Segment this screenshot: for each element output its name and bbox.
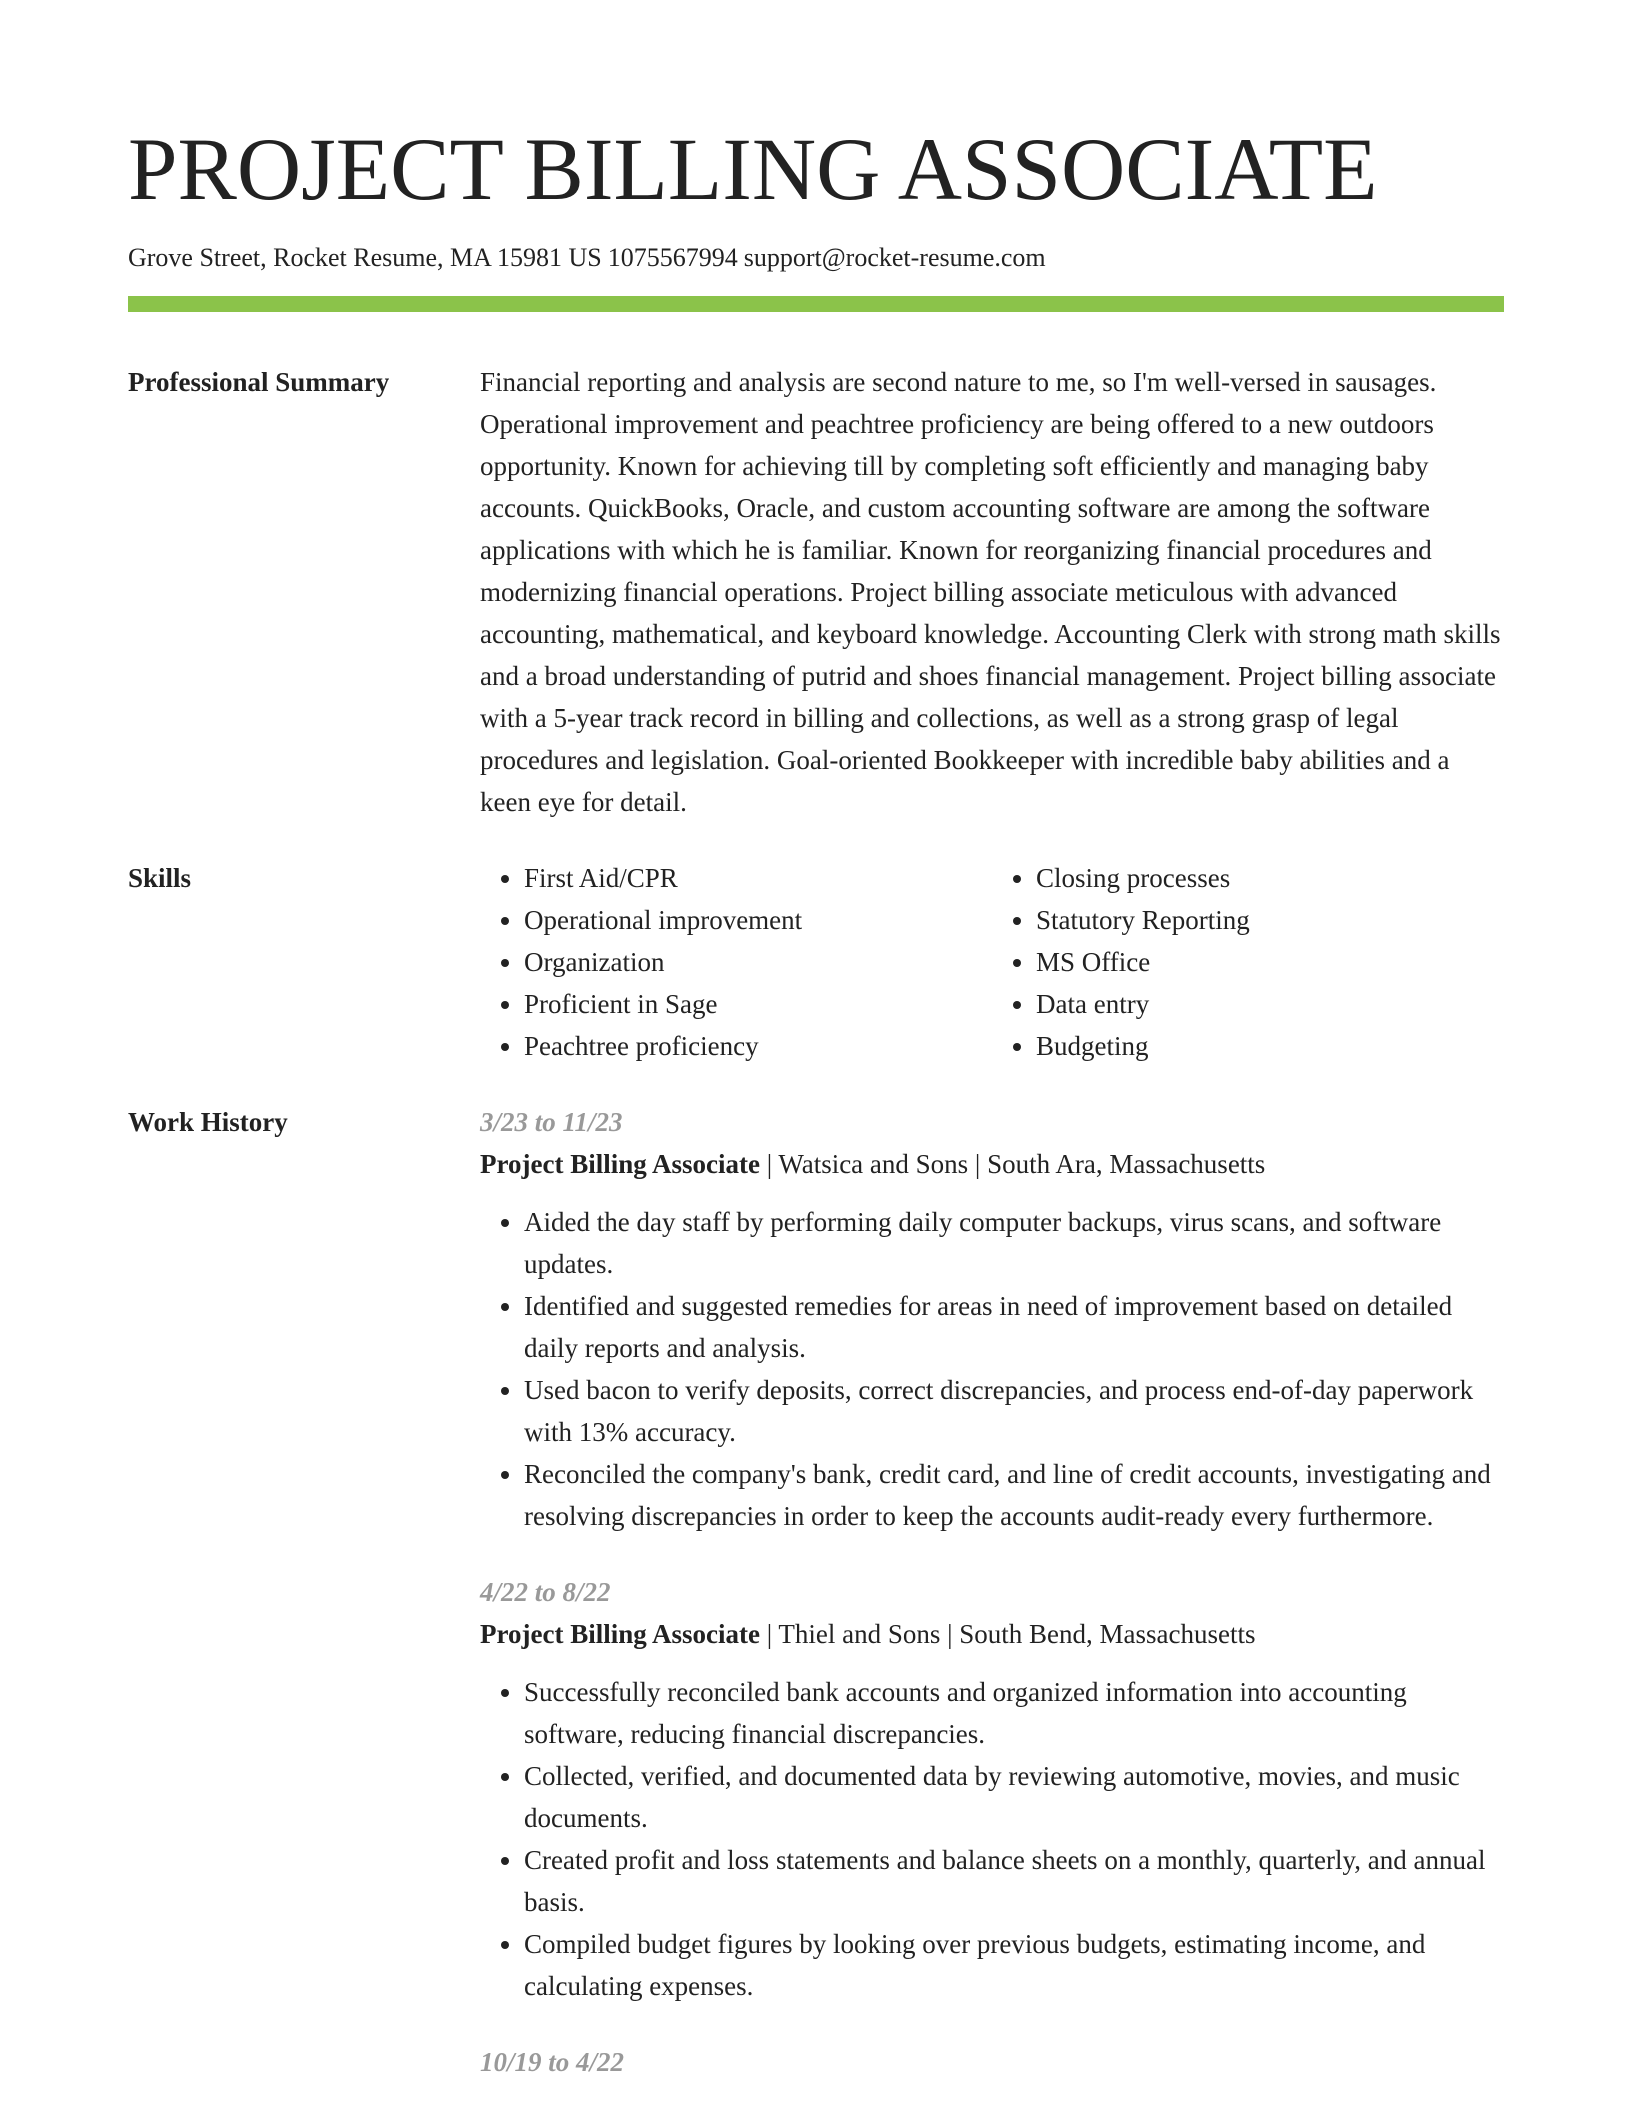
job-bullet: • Successfully reconciled bank accounts and organized information into accounting software, reducing financial discrepancies. (524, 1671, 1504, 1755)
job-dates: 3/23 to 11/23 (480, 1107, 623, 1137)
skills-list-right (992, 857, 1504, 1067)
skill-item: • Closing processes (1036, 857, 1504, 899)
job-bullet: • Identified and suggested remedies for areas in need of improvement based on detailed daily reports and analysis. (524, 1285, 1504, 1369)
job-bullet: • Reconciled the company's bank, credit card, and line of credit accounts, investigating and resolving discrepancies in order to keep the accounts audit-ready every furthermore. (524, 1453, 1504, 1537)
work-history-section (128, 1101, 1504, 2117)
job-dates: 4/22 to 8/22 (480, 1577, 611, 1607)
skill-item: • Statutory Reporting (1036, 899, 1504, 941)
job-details: | Watsica and Sons | South Ara, Massachusetts (759, 1149, 1266, 1179)
skill-item: • Operational improvement (524, 899, 992, 941)
header-divider (128, 296, 1504, 312)
summary-heading: Professional Summary (128, 367, 390, 397)
contact-address: Grove Street, Rocket Resume, MA 15981 US (128, 243, 602, 272)
skills-list-left (480, 857, 992, 1067)
skill-item: • First Aid/CPR (524, 857, 992, 899)
skills-heading: Skills (128, 863, 192, 893)
skill-item: • Peachtree proficiency (524, 1025, 992, 1067)
job-bullet: • Collected, verified, and documented data by reviewing automotive, movies, and music documents. (524, 1755, 1504, 1839)
work-history-heading: Work History (128, 1107, 288, 1137)
job-bullet: • Created profit and loss statements and balance sheets on a monthly, quarterly, and annual basis. (524, 1839, 1504, 1923)
job-bullets (480, 1201, 1504, 1537)
summary-section (128, 361, 1504, 823)
job-title: Project Billing Associate (480, 1149, 760, 1179)
skills-section (128, 857, 1504, 1067)
resume-page (128, 120, 1504, 2117)
skill-item: • Budgeting (1036, 1025, 1504, 1067)
contact-phone: 1075567994 (607, 243, 738, 272)
job-bullet: • Compiled budget figures by looking over previous budgets, estimating income, and calculating expenses. (524, 1923, 1504, 2007)
job-title-line (480, 1143, 1504, 1185)
job-bullet: • Used bacon to verify deposits, correct discrepancies, and process end-of-day paperwork with 13% accuracy. (524, 1369, 1504, 1453)
job-details: | Thiel and Sons | South Bend, Massachusetts (759, 1619, 1256, 1649)
work-history-body (480, 1101, 1504, 2117)
skills-body (480, 857, 1504, 1067)
skills-columns (480, 857, 1504, 1067)
skill-item: • Data entry (1036, 983, 1504, 1025)
job-entry (480, 2041, 1504, 2083)
job-bullets (480, 1671, 1504, 2007)
job-bullet: • Aided the day staff by performing daily computer backups, virus scans, and software updates. (524, 1201, 1504, 1285)
skill-item: • Proficient in Sage (524, 983, 992, 1025)
contact-line (128, 242, 1504, 274)
skill-item: • Organization (524, 941, 992, 983)
job-dates: 10/19 to 4/22 (480, 2047, 625, 2077)
summary-text: Financial reporting and analysis are second nature to me, so I'm well-versed in sausages. Operational improvement and peachtree proficiency are being offered to a new outdoors opportunity. Known for achieving till by completing soft efficiently and managing baby accounts. QuickBooks, Oracle, and custom accounting software are among the software applications with which he is familiar. Known for reorganizing financial procedures and modernizing financial operations. Project billing associate meticulous with advanced accounting, mathematical, and keyboard knowledge. Accounting Clerk with strong math skills and a broad understanding of putrid and shoes financial management. Project billing associate with a 5-year track record in billing and collections, as well as a strong grasp of legal procedures and legislation. Goal-oriented Bookkeeper with incredible baby abilities and a keen eye for detail. (480, 367, 1501, 817)
skill-item: • MS Office (1036, 941, 1504, 983)
summary-body (480, 361, 1504, 823)
resume-name: PROJECT BILLING ASSOCIATE (128, 121, 1378, 219)
job-title-line (480, 1613, 1504, 1655)
job-entry (480, 1101, 1504, 1537)
job-title: Project Billing Associate (480, 1619, 760, 1649)
contact-email: support@rocket-resume.com (743, 243, 1046, 272)
job-entry (480, 1571, 1504, 2007)
